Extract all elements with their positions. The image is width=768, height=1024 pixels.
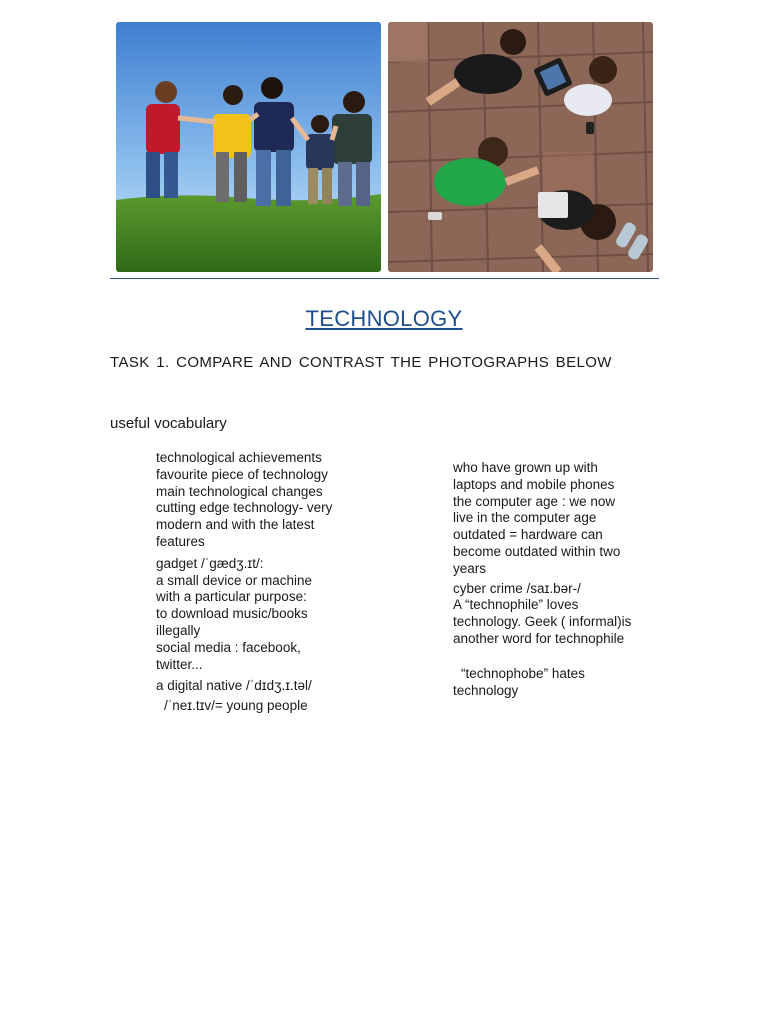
- vocab-line: features: [156, 533, 205, 549]
- photo-children-playing: [116, 22, 381, 272]
- vocab-line: cutting edge technology- very: [156, 500, 333, 516]
- vocab-line: technology. Geek ( informal)is: [453, 614, 632, 630]
- vocab-line: main technological changes: [156, 483, 323, 499]
- photo-kids-with-devices: [388, 22, 653, 272]
- vocab-line: laptops and mobile phones: [453, 476, 615, 492]
- vocabulary-heading: useful vocabulary: [110, 415, 227, 432]
- vocab-line: another word for technophile: [453, 630, 625, 646]
- vocabulary-left-column: [156, 450, 356, 715]
- vocab-line: with a particular purpose:: [156, 589, 307, 605]
- vocab-line: outdated = hardware can: [453, 527, 603, 543]
- vocab-line: cyber crime /saɪ.bər-/: [453, 580, 581, 596]
- vocab-line: a digital native /ˈdɪdʒ.ɪ.təl/: [156, 678, 312, 694]
- vocab-line: illegally: [156, 622, 201, 638]
- vocab-line: favourite piece of technology: [156, 466, 328, 482]
- vocab-line: who have grown up with: [453, 460, 598, 475]
- vocab-line: twitter...: [156, 656, 203, 672]
- task-instruction: TASK 1. COMPARE AND CONTRAST THE PHOTOGRAPHS BELOW: [110, 354, 612, 371]
- page-title: TECHNOLOGY: [305, 306, 463, 331]
- vocab-line: “technophobe” hates: [461, 665, 585, 681]
- vocab-line: modern and with the latest: [156, 517, 315, 533]
- vocab-line: technological achievements: [156, 450, 322, 465]
- vocab-line: live in the computer age: [453, 510, 597, 526]
- vocab-line: technology: [453, 682, 519, 698]
- header-divider: [110, 278, 659, 279]
- vocab-line: a small device or machine: [156, 572, 313, 588]
- vocab-line: /ˈneɪ.tɪv/= young people: [164, 698, 308, 714]
- vocab-line: social media : facebook,: [156, 639, 301, 655]
- vocab-line: gadget /ˈɡædʒ.ɪt/:: [156, 555, 264, 571]
- vocab-line: become outdated within two: [453, 543, 621, 559]
- vocab-line: years: [453, 560, 487, 576]
- vocabulary-right-column: [453, 460, 649, 699]
- vocab-line: the computer age : we now: [453, 493, 616, 509]
- vocab-line: to download music/books: [156, 606, 308, 622]
- vocab-line: A “technophile” loves: [453, 597, 579, 613]
